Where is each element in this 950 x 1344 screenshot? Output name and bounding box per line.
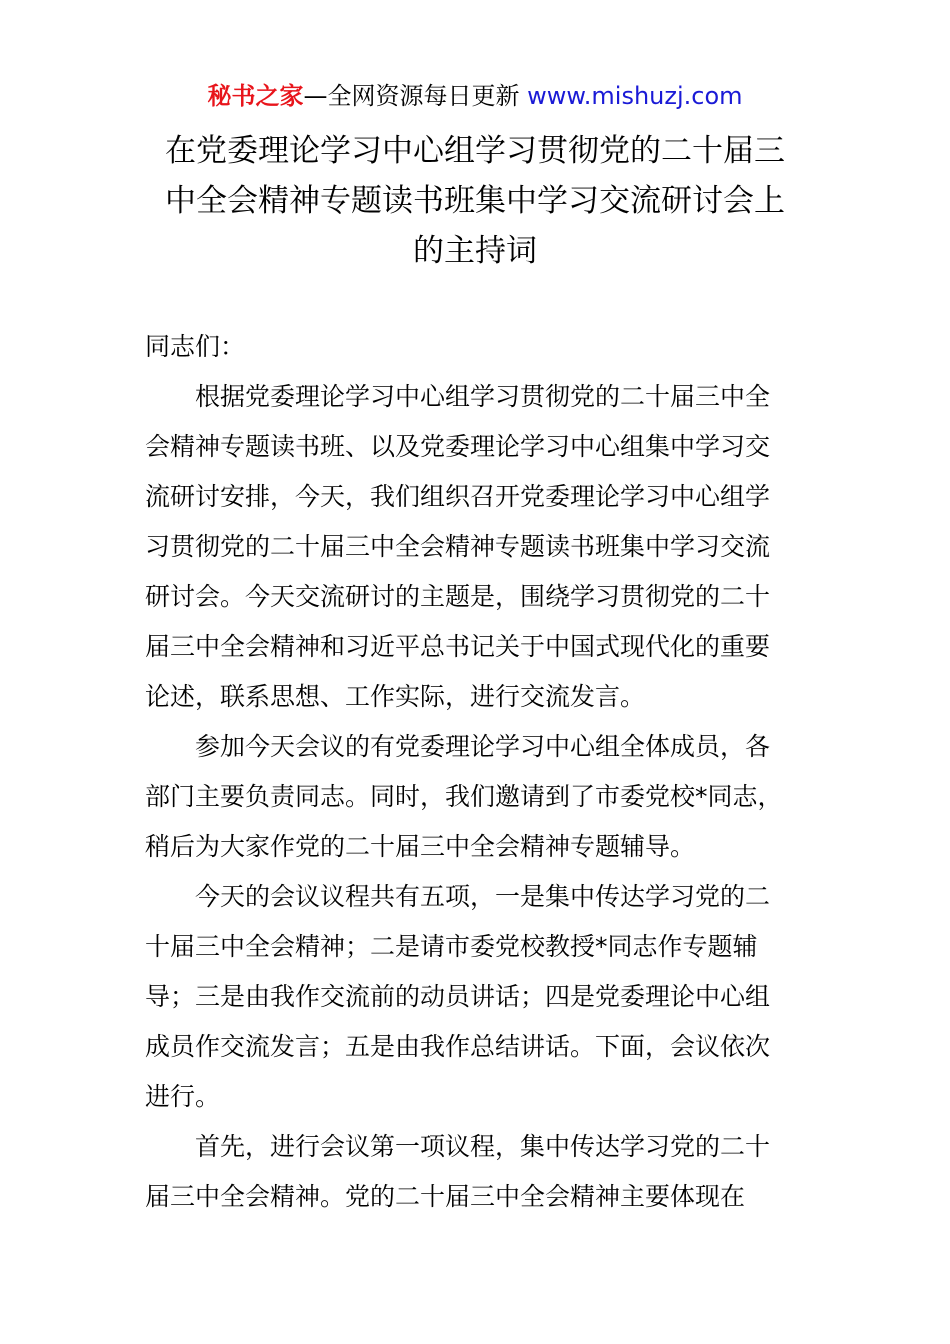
paragraph-2: [145, 722, 810, 872]
text-line: 根据党委理论学习中心组学习贯彻党的二十届三中全: [195, 382, 771, 411]
text-line: 部门主要负责同志。同时，我们邀请到了市委党校*同志，: [145, 782, 783, 811]
text-line: 今天的会议议程共有五项，一是集中传达学习党的二: [195, 882, 771, 911]
title-line: 的主持词: [413, 233, 537, 269]
document-body: [145, 322, 810, 1222]
salutation-line: 同志们：: [145, 332, 246, 361]
text-line: 会精神专题读书班、以及党委理论学习中心组集中学习交: [145, 432, 771, 461]
text-line: 首先，进行会议第一项议程，集中传达学习党的二十: [195, 1132, 771, 1161]
paragraph-4: [145, 1122, 810, 1222]
text-line: 届三中全会精神。党的二十届三中全会精神主要体现在: [145, 1182, 746, 1211]
salutation: [145, 322, 810, 372]
text-line: 论述，联系思想、工作实际，进行交流发言。: [145, 682, 646, 711]
text-line: 届三中全会精神和习近平总书记关于中国式现代化的重要: [145, 632, 771, 661]
paragraph-1: [145, 372, 810, 722]
site-brand: 秘书之家: [207, 82, 304, 110]
document-title: [130, 126, 820, 276]
site-header: [0, 80, 950, 112]
text-line: 研讨会。今天交流研讨的主题是，围绕学习贯彻党的二十: [145, 582, 771, 611]
site-tagline: —全网资源每日更新: [303, 82, 520, 110]
text-line: 流研讨安排，今天，我们组织召开党委理论学习中心组学: [145, 482, 771, 511]
title-line: 在党委理论学习中心组学习贯彻党的二十届三: [165, 133, 785, 169]
site-url-link[interactable]: www.mishuzj.com: [527, 82, 743, 110]
text-line: 参加今天会议的有党委理论学习中心组全体成员，各: [195, 732, 771, 761]
title-line: 中全会精神专题读书班集中学习交流研讨会上: [165, 183, 785, 219]
text-line: 进行。: [145, 1082, 221, 1111]
text-line: 十届三中全会精神；二是请市委党校教授*同志作专题辅: [145, 932, 758, 961]
paragraph-3: [145, 872, 810, 1122]
text-line: 稍后为大家作党的二十届三中全会精神专题辅导。: [145, 832, 696, 861]
text-line: 习贯彻党的二十届三中全会精神专题读书班集中学习交流: [145, 532, 771, 561]
text-line: 成员作交流发言；五是由我作总结讲话。下面，会议依次: [145, 1032, 771, 1061]
text-line: 导；三是由我作交流前的动员讲话；四是党委理论中心组: [145, 982, 771, 1011]
